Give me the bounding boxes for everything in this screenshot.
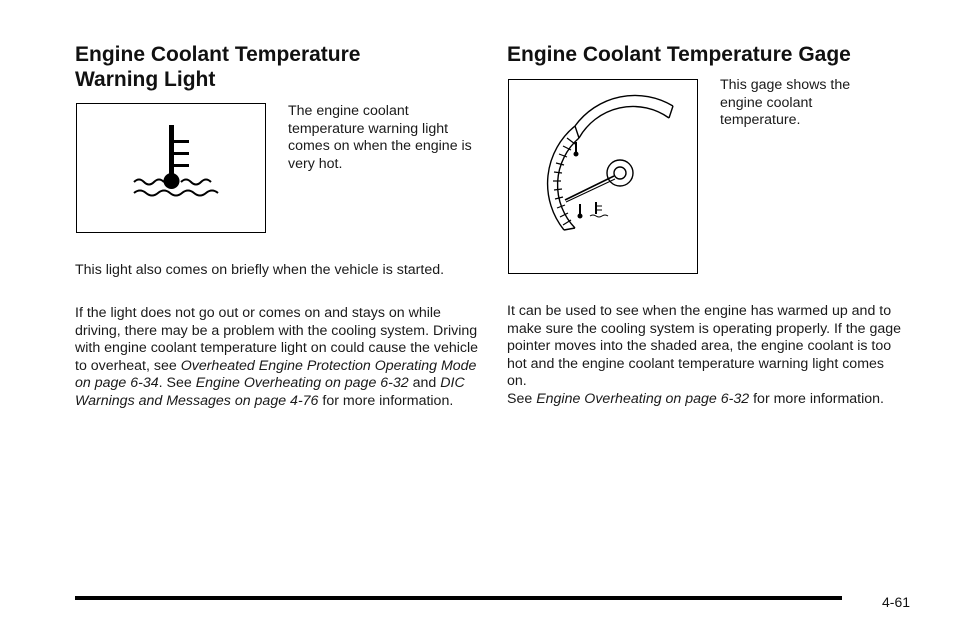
text: and [408,375,441,392]
warning-light-heading [75,42,475,92]
text: for more information. [749,391,885,407]
gage-heading: Engine Coolant Temperature Gage [507,43,851,66]
warning-light-figure [76,103,266,233]
gage-figure [508,79,698,274]
heading-line-1: Engine Coolant Temperature [75,43,361,66]
gage-caption: This gage shows the engine coolant temperature. [720,77,851,129]
page-number: 4-61 [882,594,911,610]
cross-reference-link[interactable]: Engine Overheating on page 6-32 [195,375,409,392]
heading-line-2: Warning Light [75,68,216,91]
cross-reference-link[interactable]: DIC Warnings and Messages on page 4-76 [75,375,465,409]
right-paragraph-2 [507,391,902,409]
text: See [507,391,537,407]
cross-reference-link[interactable]: Overheated Engine Protection Operating Mode on page 6-34 [75,357,477,392]
warning-light-caption: The engine coolant temperature warning light comes on when the engine is very hot. [288,103,472,172]
cross-reference-link[interactable]: Engine Overheating on page 6-32 [536,391,750,407]
right-paragraph-1: It can be used to see when the engine has warmed up and to make sure the cooling system is operating properly. If the gage pointer moves into the shaded area, the engine coolant is too hot and the engine coolant temperature warning light comes on. [507,303,902,390]
left-paragraph-2 [75,305,480,411]
text: . See [158,375,196,392]
left-paragraph-1: This light also comes on briefly when the vehicle is started. [75,262,445,278]
text: for more information. [318,392,454,409]
coolant-temperature-gage [509,80,697,273]
text: If the light does not go out or comes on and stays on while driving, there may be a problem with the cooling system. Driving with engine coolant temperature light on could cause the vehicle to overheat, see [75,305,479,374]
coolant-temperature-icon [77,104,265,232]
footer-rule [75,596,842,600]
